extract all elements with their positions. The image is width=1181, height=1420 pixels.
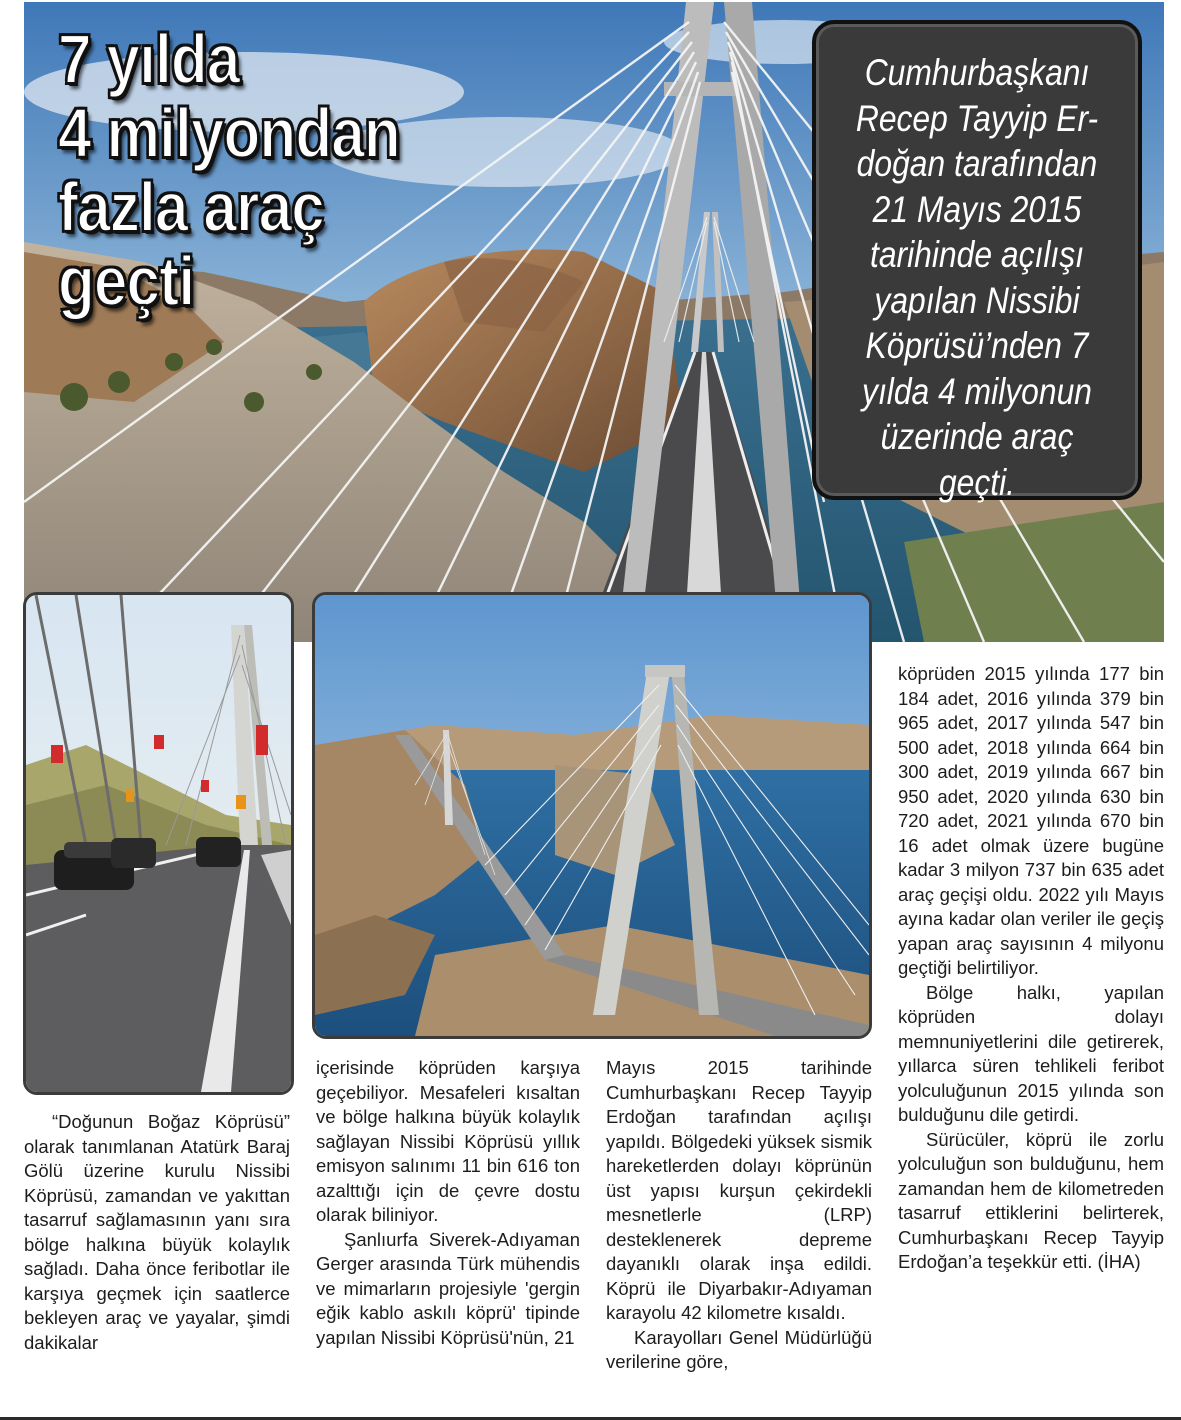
- callout-line: üzerinde araç: [880, 416, 1074, 457]
- paragraph: köprüden 2015 yılında 177 bin 184 adet, 2016 yılında 379 bin 965 adet, 2017 yılında 547 bin 500 adet, 2018 yılında 664 bin 300 adet, 2019 yılında 667 bin 950 adet, 2020 yılında 630 bin 720 adet, 2021 yılında 670 bin 16 adet olmak üzere bugüne kadar 3 milyon 737 bin 635 adet araç geçişi oldu. 2022 yılı Mayıs ayına kadar olan veriler ile geçiş yapan araç sayısının 4 milyonu geçtiği belirtiliyor.: [898, 663, 1164, 978]
- callout-line: yapılan Nissibi: [874, 279, 1080, 321]
- article-column-1: [24, 1110, 290, 1355]
- article-column-4: [898, 662, 1164, 1275]
- article-column-3: [606, 1056, 872, 1375]
- paragraph: Şanlıurfa Siverek-Adıyaman Gerger arasında Türk mühendis ve mimarların projesiyle 'gergin eğik kablo askılı köprü' tipinde yapılan Nissibi Köprüsü'nün, 21: [316, 1228, 580, 1348]
- callout-text: [839, 50, 1116, 505]
- callout-line: Köprüsü’nden 7: [865, 325, 1089, 366]
- bridge-lake-image: [315, 595, 869, 1036]
- article-column-2: [316, 1056, 580, 1350]
- callout-line: yılda 4 milyonun: [862, 370, 1092, 412]
- callout-line: tarihinde açılışı: [869, 234, 1085, 275]
- headline-line-3: fazla araç: [58, 168, 324, 246]
- headline: [58, 22, 608, 318]
- callout-line: 21 Mayıs 2015: [872, 188, 1082, 230]
- paragraph: Karayolları Genel Müdürlüğü verilerine göre,: [606, 1326, 872, 1372]
- callout-line: Recep Tayyip Er-: [855, 97, 1099, 139]
- paragraph: içerisinde köprüden karşıya geçebiliyor. Mesafeleri kısaltan ve bölge halkına büyük kolaylık sağlayan Nissibi Köprüsü yıllık emisyon salınımı 11 bin 616 ton azalttığı için de çevre dostu olarak biliniyor.: [316, 1057, 580, 1225]
- callout-line: doğan tarafından: [856, 143, 1098, 184]
- callout-box: [812, 20, 1142, 503]
- photo-bridge-road: [23, 592, 294, 1095]
- paragraph: Bölge halkı, yapılan köprüden dolayı memnuniyetlerini dile getirerek, yıllarca süren tehlikeli feribot yolculuğunun 2015 yılında son bulduğunu dile getirdi.: [898, 981, 1164, 1125]
- headline-line-1: 7 yılda: [58, 20, 240, 98]
- paragraph: Sürücüler, köprü ile zorlu yolculuğun son bulduğunu, hem zamandan hem de kilometreden tasarruf ettiklerini belirterek, Cumhurbaşkanı Recep Tayyip Erdoğan’a teşekkür etti. (İHA): [898, 1128, 1164, 1272]
- headline-line-4: geçti: [58, 242, 195, 320]
- callout-line: Cumhurbaşkanı: [864, 52, 1090, 93]
- bridge-road-image: [26, 595, 291, 1092]
- headline-line-2: 4 milyondan: [58, 94, 400, 172]
- paragraph: Mayıs 2015 tarihinde Cumhurbaşkanı Recep Tayyip Erdoğan tarafından açılışı yapıldı. Bölgedeki yüksek sismik hareketlerden dolayı köprünün üst yapısı kurşun çekirdekli mesnetlerle (LRP) desteklenerek depreme dayanıklı olarak inşa edildi. Köprü ile Diyarbakır-Adıyaman karayolu 42 kilometre kısaldı.: [606, 1057, 872, 1323]
- callout-line: geçti.: [938, 461, 1016, 503]
- paragraph: “Doğunun Boğaz Köprüsü” olarak tanımlanan Atatürk Baraj Gölü üzerine kurulu Nissibi Köprüsü, zamandan ve yakıttan tasarruf sağlamasının yanı sıra bölge halkına büyük kolaylık sağladı. Daha önce feribotlar ile karşıya geçmek için saatlerce bekleyen araç ve yayalar, şimdi dakikalar: [24, 1111, 290, 1353]
- photo-bridge-lake: [312, 592, 872, 1039]
